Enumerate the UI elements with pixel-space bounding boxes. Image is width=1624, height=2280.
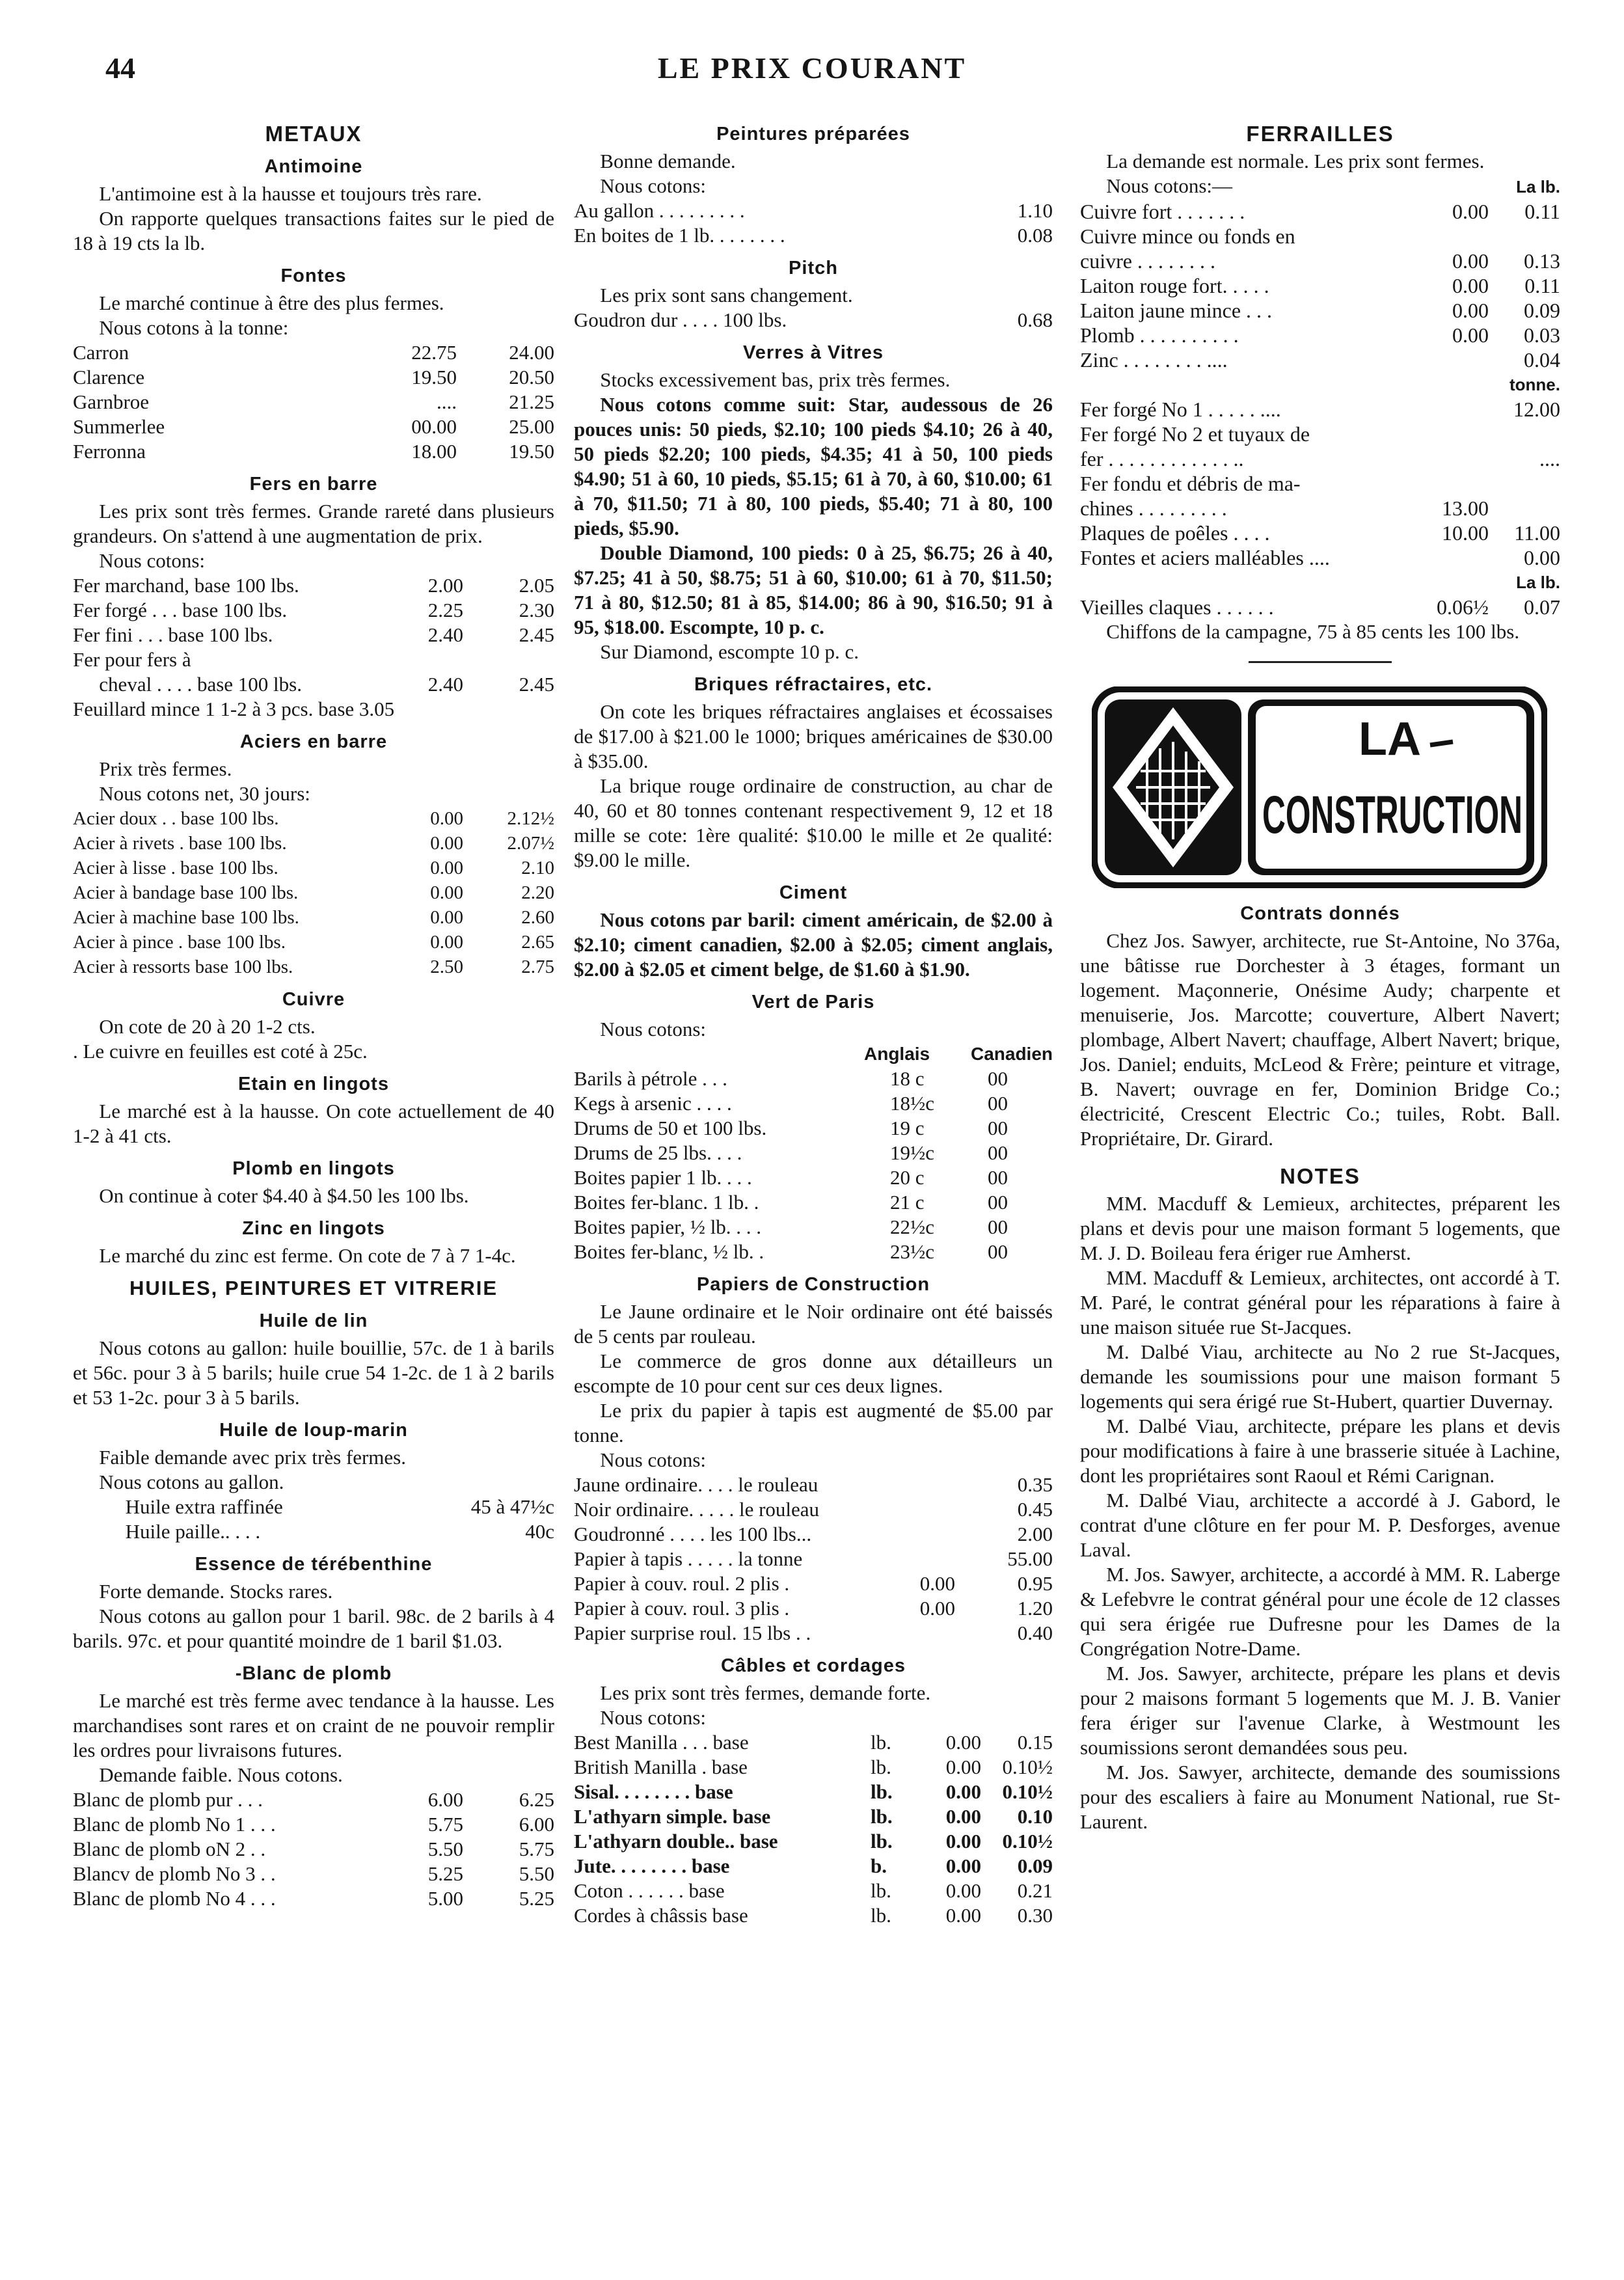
paragraph: La brique rouge ordinaire de construction, au char de 40, 60 et 80 tonnes contenant respectivement 9, 12 et 18 mille se cote: 1ère qualité: $10.00 le mille et 2e qualité: $9.00 le mille. bbox=[574, 774, 1053, 871]
table-row: Sisal. . . . . . . . base lb. 0.00 0.10½ bbox=[574, 1780, 1053, 1803]
table-row: Blanc de plomb No 1 . . . 5.75 6.00 bbox=[73, 1813, 554, 1836]
page-number: 44 bbox=[105, 51, 135, 85]
running-head: LE PRIX COURANT bbox=[657, 51, 967, 85]
logo-text-la: LA bbox=[1359, 713, 1421, 765]
table-row: Clarence 19.50 20.50 bbox=[73, 366, 554, 388]
paragraph: L'antimoine est à la hausse et toujours très rare. bbox=[99, 182, 482, 205]
paragraph: MM. Macduff & Lemieux, architectes, ont accordé à T. M. Paré, le contrat général pour les réparations à faire à une maison située rue St-Jacques. bbox=[1080, 1266, 1560, 1338]
paragraph: On continue à coter $4.40 à $4.50 les 100 lbs. bbox=[99, 1184, 469, 1207]
subheading-aciers: Aciers en barre bbox=[239, 731, 388, 752]
paragraph: Nous cotons net, 30 jours: bbox=[99, 782, 310, 805]
table-row: cuivre . . . . . . . . 0.00 0.13 bbox=[1080, 249, 1560, 273]
paragraph: Stocks excessivement bas, prix très fermes. bbox=[600, 368, 951, 391]
paragraph: M. Dalbé Viau, architecte au No 2 rue St-Jacques, demande les soumissions pour une maison formant 5 logements qui sera érigé rue St-Hubert, quartier Duvernay. bbox=[1080, 1340, 1560, 1413]
table-row: Kegs à arsenic . . . . 18½c 00 bbox=[574, 1092, 1008, 1115]
table-row: cheval . . . . base 100 lbs. 2.40 2.45 bbox=[99, 673, 554, 696]
table-row: Acier doux . . base 100 lbs. 0.00 2.12½ bbox=[73, 808, 554, 829]
table-row: Plomb . . . . . . . . . . 0.00 0.03 bbox=[1080, 323, 1560, 347]
table-row: Feuillard mince 1 1-2 à 3 pcs. base 3.05 bbox=[73, 698, 395, 720]
paragraph: Nous cotons: bbox=[600, 174, 707, 197]
paragraph: Chez Jos. Sawyer, architecte, rue St-Antoine, No 376a, une bâtisse rue Dorchester à 3 étages, formant un logement. Maçonnerie, Onésime Audy; charpente et menuiserie, Jos. Marcotte; couverture, Albert Navert; plombage, Albert Navert; chauffage, Albert Navert; brique, Jos. Daniel; enduits, McLeod & Frère; peinture et vitrage, B. Navert; ouvrage en fer, Dominion Bridge Co.; électricité, Crescent Electric Co.; tuiles, Robt. Ball. Propriétaire, Dr. Girard. bbox=[1080, 929, 1560, 1150]
la-construction-logo bbox=[1092, 686, 1547, 888]
price-table-blanc bbox=[73, 1787, 554, 1911]
subheading-zinc: Zinc en lingots bbox=[242, 1218, 385, 1239]
section-heading-metaux: METAUX bbox=[265, 122, 362, 146]
paragraph: Les prix sont très fermes, demande forte. bbox=[600, 1681, 931, 1704]
paragraph: M. Jos. Sawyer, architecte, a accordé à MM. R. Laberge & Lefebvre le contrat général pour une école de 12 classes qui sera érigée rue Dufresne pour les Dames de la Congrégation Notre-Dame. bbox=[1080, 1563, 1560, 1660]
paragraph: Nous cotons: bbox=[99, 549, 206, 572]
table-row: fer . . . . . . . . . . . . .. .... bbox=[1080, 447, 1560, 470]
subheading-cuivre: Cuivre bbox=[282, 989, 345, 1010]
paragraph: Double Diamond, 100 pieds: 0 à 25, $6.75; 26 à 40, $7.25; 41 à 50, $8.75; 51 à 60, $10.00; 61 à 70, $11.50; 71 à 80, $12.50; 81 à 85, $14.00; 86 à 90, $16.50; 91 à 95, $18.00. Escompte, 10 p. c. bbox=[574, 541, 1053, 638]
table-row: Acier à ressorts base 100 lbs. 2.50 2.75 bbox=[73, 957, 554, 977]
paragraph: Nous cotons à la tonne: bbox=[99, 316, 289, 339]
price-table-cables bbox=[574, 1730, 1053, 1928]
subheading-etain: Etain en lingots bbox=[238, 1074, 389, 1094]
table-row: Zinc . . . . . . . . .... 0.04 bbox=[1080, 348, 1560, 372]
paragraph: On rapporte quelques transactions faites sur le pied de 18 à 19 cts la lb. bbox=[73, 207, 554, 254]
table-row: Cuivre fort . . . . . . . 0.00 0.11 bbox=[1080, 200, 1560, 223]
paragraph: Chiffons de la campagne, 75 à 85 cents les 100 lbs. bbox=[1106, 620, 1520, 643]
paragraph: La demande est normale. Les prix sont fermes. bbox=[1106, 150, 1485, 172]
table-row: Huile paille.. . . . 40c bbox=[125, 1520, 554, 1543]
table-row: L'athyarn double.. base lb. 0.00 0.10½ bbox=[574, 1830, 1053, 1853]
column-left bbox=[73, 120, 554, 1911]
table-row: Drums de 50 et 100 lbs. 19 c 00 bbox=[574, 1117, 1008, 1139]
column-middle bbox=[574, 120, 1053, 1928]
subheading-plomb: Plomb en lingots bbox=[232, 1158, 395, 1179]
table-row: chines . . . . . . . . . 13.00 bbox=[1080, 496, 1489, 520]
price-table-fers bbox=[73, 573, 554, 722]
table-row: En boites de 1 lb. . . . . . . . 0.08 bbox=[574, 224, 1053, 247]
subheading-fers: Fers en barre bbox=[249, 474, 378, 495]
subheading-verres: Verres à Vitres bbox=[742, 342, 884, 363]
subheading-fontes: Fontes bbox=[280, 265, 347, 286]
paragraph: Nous cotons au gallon: huile bouillie, 57c. de 1 à barils et 56c. pour 3 à 5 barils; huile crue 54 1-2c. de 1 à 2 barils et 53 1-2c. pour 3 à 5 barils. bbox=[73, 1337, 554, 1409]
table-row: Blanc de plomb No 4 . . . 5.00 5.25 bbox=[73, 1887, 554, 1910]
table-row: Acier à pince . base 100 lbs. 0.00 2.65 bbox=[73, 932, 554, 953]
table-row: Best Manilla . . . base lb. 0.00 0.15 bbox=[574, 1731, 1053, 1754]
paragraph: Le Jaune ordinaire et le Noir ordinaire ont été baissés de 5 cents par rouleau. bbox=[574, 1300, 1053, 1348]
table-row: Blancv de plomb No 3 . . 5.25 5.50 bbox=[73, 1862, 554, 1885]
paragraph: Le prix du papier à tapis est augmenté de $5.00 par tonne. bbox=[574, 1399, 1053, 1446]
paragraph: Nous cotons au gallon pour 1 baril. 98c. de 2 barils à 4 barils. 97c. et pour quantité moindre de 1 baril $1.03. bbox=[73, 1605, 554, 1652]
paragraph: Le marché est très ferme avec tendance à la hausse. Les marchandises sont rares et on craint de ne pouvoir remplir les ordres pour livraisons futures. bbox=[73, 1689, 554, 1761]
table-row: Cordes à châssis base lb. 0.00 0.30 bbox=[574, 1904, 1053, 1927]
table-row: Drums de 25 lbs. . . . 19½c 00 bbox=[574, 1141, 1008, 1164]
section-heading-ferrailles: FERRAILLES bbox=[1246, 122, 1394, 146]
price-table-papiers bbox=[574, 1472, 1053, 1646]
divider bbox=[1249, 661, 1392, 663]
table-row: Goudronné . . . . les 100 lbs... 2.00 bbox=[574, 1523, 1053, 1545]
paragraph: . Le cuivre en feuilles est coté à 25c. bbox=[73, 1040, 368, 1063]
paragraph: M. Jos. Sawyer, architecte, prépare les plans et devis pour 2 maisons formant 5 logements que M. J. B. Vanier fera ériger sur l'avenue Clarke, à Westmount les soumissions seront demandées sous peu. bbox=[1080, 1662, 1560, 1759]
table-row: Barils à pétrole . . . 18 c 00 bbox=[574, 1067, 1008, 1090]
paragraph: M. Dalbé Viau, architecte a accordé à J. Gabord, le contrat d'une clôture en fer pour M. P. Desforges, avenue Laval. bbox=[1080, 1489, 1560, 1561]
column-right bbox=[1080, 120, 1560, 1834]
paragraph: Nous cotons au gallon. bbox=[99, 1471, 284, 1493]
table-row: Laiton jaune mince . . . 0.00 0.09 bbox=[1080, 299, 1560, 322]
table-row: Fontes et aciers malléables .... 0.00 bbox=[1080, 546, 1560, 569]
paragraph: On cote les briques réfractaires anglaises et écossaises de $17.00 à $21.00 le 1000; briques américaines de $30.00 à $35.00. bbox=[574, 700, 1053, 772]
table-row: Goudron dur . . . . 100 lbs. 0.68 bbox=[574, 308, 1053, 331]
table-row: Papier à couv. roul. 2 plis . 0.00 0.95 bbox=[574, 1572, 1053, 1595]
subheading-ciment: Ciment bbox=[779, 882, 848, 903]
table-row: Au gallon . . . . . . . . . 1.10 bbox=[574, 199, 1053, 222]
paragraph: Le marché est à la hausse. On cote actuellement de 40 1-2 à 41 cts. bbox=[73, 1100, 554, 1147]
paragraph: Prix très fermes. bbox=[99, 757, 232, 780]
paragraph: Les prix sont très fermes. Grande rareté dans plusieurs grandeurs. On s'attend à une augmentation de prix. bbox=[73, 500, 554, 547]
table-header: Anglais Canadien bbox=[864, 1044, 1053, 1064]
section-heading-notes: NOTES bbox=[1280, 1164, 1360, 1188]
table-row: Ferronna 18.00 19.50 bbox=[73, 440, 554, 463]
paragraph: Nous cotons: bbox=[600, 1018, 707, 1040]
table-row: Jute. . . . . . . . base b. 0.00 0.09 bbox=[574, 1854, 1053, 1877]
paragraph: MM. Macduff & Lemieux, architectes, préparent les plans et devis pour une maison formant 5 logements, que M. J. D. Boileau fera ériger rue Amherst. bbox=[1080, 1192, 1560, 1264]
paragraph: Nous cotons par baril: ciment américain, de $2.00 à $2.10; ciment canadien, $2.00 à $2.05; ciment anglais, $2.00 à $2.05 et ciment belge, de $1.60 à $1.90. bbox=[574, 908, 1053, 981]
paragraph: Faible demande avec prix très fermes. bbox=[99, 1446, 406, 1469]
table-row: Papier à couv. roul. 3 plis . 0.00 1.20 bbox=[574, 1597, 1053, 1620]
paragraph: Le marché continue à être des plus fermes. bbox=[99, 292, 444, 314]
table-row: Noir ordinaire. . . . . le rouleau 0.45 bbox=[574, 1498, 1053, 1521]
table-row: Acier à rivets . base 100 lbs. 0.00 2.07½ bbox=[73, 833, 554, 854]
table-row: La lb. bbox=[1516, 573, 1560, 592]
table-row: L'athyarn simple. base lb. 0.00 0.10 bbox=[574, 1805, 1053, 1828]
subheading-papiers: Papiers de Construction bbox=[696, 1274, 930, 1295]
table-row: Boites fer-blanc. 1 lb. . 21 c 00 bbox=[574, 1191, 1008, 1214]
table-row: Fer pour fers à bbox=[73, 648, 191, 671]
table-row: Blanc de plomb pur . . . 6.00 6.25 bbox=[73, 1788, 554, 1811]
subheading-pitch: Pitch bbox=[789, 258, 838, 278]
table-row: Papier à tapis . . . . . la tonne 55.00 bbox=[574, 1547, 1053, 1570]
table-row: Vieilles claques . . . . . . 0.06½ 0.07 bbox=[1080, 595, 1560, 619]
paragraph: Forte demande. Stocks rares. bbox=[99, 1580, 333, 1603]
paragraph: Le marché du zinc est ferme. On cote de 7 à 7 1-4c. bbox=[99, 1244, 516, 1267]
table-row: Fer forgé No 1 . . . . . .... 12.00 bbox=[1080, 398, 1560, 421]
table-row: Acier à machine base 100 lbs. 0.00 2.60 bbox=[73, 907, 554, 928]
subheading-loup-marin: Huile de loup-marin bbox=[219, 1420, 408, 1441]
table-row: Summerlee 00.00 25.00 bbox=[73, 415, 554, 438]
table-row: tonne. bbox=[1509, 375, 1560, 394]
table-row: Fer fini . . . base 100 lbs. 2.40 2.45 bbox=[73, 623, 554, 646]
paragraph: Bonne demande. bbox=[600, 150, 736, 172]
paragraph: Les prix sont sans changement. bbox=[600, 284, 853, 306]
table-row: Coton . . . . . . base lb. 0.00 0.21 bbox=[574, 1879, 1053, 1902]
table-row: Papier surprise roul. 15 lbs . . 0.40 bbox=[574, 1622, 1053, 1644]
table-row: Boites papier 1 lb. . . . 20 c 00 bbox=[574, 1166, 1008, 1189]
table-row: Plaques de poêles . . . . 10.00 11.00 bbox=[1080, 521, 1560, 545]
paragraph: Nous cotons: bbox=[600, 1706, 707, 1729]
logo-text-construction: CONSTRUCTION bbox=[1262, 785, 1522, 845]
subheading-blanc-de-plomb: -Blanc de plomb bbox=[235, 1663, 392, 1684]
table-row: Acier à bandage base 100 lbs. 0.00 2.20 bbox=[73, 882, 554, 903]
subheading-cables: Câbles et cordages bbox=[721, 1655, 906, 1676]
table-row: Boites fer-blanc, ½ lb. . 23½c 00 bbox=[574, 1240, 1008, 1263]
paragraph: On cote de 20 à 20 1-2 cts. bbox=[99, 1015, 316, 1038]
price-table-ferrailles bbox=[1080, 199, 1560, 619]
paragraph: Sur Diamond, escompte 10 p. c. bbox=[600, 640, 859, 663]
section-heading-huiles: HUILES, PEINTURES ET VITRERIE bbox=[129, 1277, 498, 1299]
subheading-vert-de-paris: Vert de Paris bbox=[751, 992, 875, 1012]
subheading-peintures: Peintures préparées bbox=[716, 124, 910, 144]
table-row: Huile extra raffinée 45 à 47½c bbox=[125, 1495, 554, 1518]
table-row: Fer forgé . . . base 100 lbs. 2.25 2.30 bbox=[73, 599, 554, 621]
paragraph: Demande faible. Nous cotons. bbox=[99, 1763, 343, 1786]
paragraph: M. Dalbé Viau, architecte, prépare les plans et devis pour modifications à faire à une brasserie située à Lachine, dont les propriétaires sont Raoul et Rémi Carignan. bbox=[1080, 1415, 1560, 1487]
table-row: British Manilla . base lb. 0.00 0.10½ bbox=[574, 1756, 1053, 1778]
table-row: Fer forgé No 2 et tuyaux de bbox=[1080, 422, 1310, 446]
paragraph: Nous cotons: bbox=[600, 1448, 707, 1471]
logo-graphic bbox=[1092, 686, 1547, 888]
table-row: Blanc de plomb oN 2 . . 5.50 5.75 bbox=[73, 1838, 554, 1860]
table-row: Nous cotons:— La lb. bbox=[1106, 174, 1560, 197]
table-row: Acier à lisse . base 100 lbs. 0.00 2.10 bbox=[73, 858, 554, 878]
table-row: Fer fondu et débris de ma- bbox=[1080, 472, 1301, 495]
table-row: Carron 22.75 24.00 bbox=[73, 341, 554, 364]
paragraph: Nous cotons comme suit: Star, audessous de 26 pouces unis: 50 pieds, $2.10; 100 pieds $4.10; 26 à 40, 50 pieds $2.20; 100 pieds, $4.35; 41 à 50, 100 pieds $4.90; 51 à 60, 10 pieds, $5.15; 61 à 70, à 60, $10.00; 61 à 70, $11.50; 71 à 80, 100 pieds, $5.40; 71 à 80, 100 pieds, $5.90. bbox=[574, 393, 1053, 539]
paragraph: Le commerce de gros donne aux détailleurs un escompte de 10 pour cent sur ces deux lignes. bbox=[574, 1350, 1053, 1397]
table-row: Boites papier, ½ lb. . . . 22½c 00 bbox=[574, 1215, 1008, 1238]
subheading-terebenthine: Essence de térébenthine bbox=[195, 1554, 433, 1575]
paragraph: M. Jos. Sawyer, architecte, demande des soumissions pour des escaliers à faire au Monument National, rue St-Laurent. bbox=[1080, 1761, 1560, 1833]
table-row: Cuivre mince ou fonds en bbox=[1080, 224, 1295, 248]
table-row: Laiton rouge fort. . . . . 0.00 0.11 bbox=[1080, 274, 1560, 297]
subheading-briques: Briques réfractaires, etc. bbox=[694, 674, 933, 695]
table-row: Garnbroe .... 21.25 bbox=[73, 390, 554, 413]
subheading-antimoine: Antimoine bbox=[264, 156, 363, 177]
price-table-vert bbox=[574, 1066, 1053, 1264]
table-row: Fer marchand, base 100 lbs. 2.00 2.05 bbox=[73, 574, 554, 597]
price-table-fontes bbox=[73, 340, 554, 464]
subheading-lin: Huile de lin bbox=[259, 1310, 368, 1331]
subheading-contrats: Contrats donnés bbox=[1240, 903, 1400, 924]
price-table-aciers bbox=[73, 806, 554, 979]
table-row: Jaune ordinaire. . . . le rouleau 0.35 bbox=[574, 1473, 1053, 1496]
